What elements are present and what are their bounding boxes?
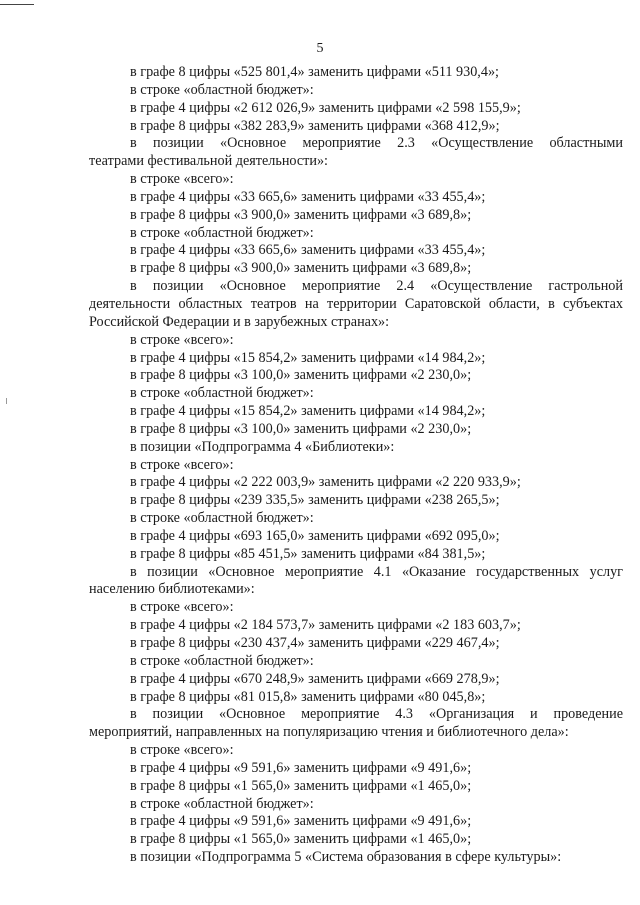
text-line: в графе 4 цифры «2 222 003,9» заменить цифрами «2 220 933,9»; (130, 474, 521, 491)
text-line: в графе 4 цифры «670 248,9» заменить цифрами «669 278,9»; (130, 670, 500, 687)
text-line: в строке «всего»: (130, 742, 234, 759)
text-line: в строке «областной бюджет»: (130, 795, 314, 812)
text-line: в графе 4 цифры «33 665,6» заменить цифрами «33 455,4»; (130, 188, 486, 205)
text-line: в строке «областной бюджет»: (130, 81, 314, 98)
text-line: в графе 4 цифры «15 854,2» заменить цифрами «14 984,2»; (130, 349, 486, 366)
text-line: в графе 4 цифры «2 184 573,7» заменить цифрами «2 183 603,7»; (130, 617, 521, 634)
text-line: в графе 8 цифры «3 100,0» заменить цифрами «2 230,0»; (130, 367, 472, 384)
text-line: в строке «областной бюджет»: (130, 510, 314, 527)
text-line: в графе 8 цифры «1 565,0» заменить цифрами «1 465,0»; (130, 831, 472, 848)
text-line: театрами фестивальной деятельности»: (89, 153, 328, 170)
text-line: в графе 4 цифры «33 665,6» заменить цифрами «33 455,4»; (130, 242, 486, 259)
text-line: в позиции «Подпрограмма 4 «Библиотеки»: (130, 438, 395, 455)
text-line: в позиции «Основное мероприятие 2.3 «Осуществление областными (130, 135, 623, 152)
text-line: в строке «областной бюджет»: (130, 385, 314, 402)
scan-margin-mark (6, 398, 7, 404)
text-line: в графе 8 цифры «230 437,4» заменить цифрами «229 467,4»; (130, 635, 500, 651)
text-line: в графе 8 цифры «3 900,0» заменить цифрами «3 689,8»; (130, 260, 472, 277)
text-line: в позиции «Основное мероприятие 4.1 «Оказание государственных услуг (130, 563, 623, 580)
text-line: Российской Федерации и в зарубежных странах»: (89, 313, 390, 330)
text-line: в строке «областной бюджет»: (130, 652, 314, 669)
text-line: деятельности областных театров на территории Саратовской области, в субъектах (89, 295, 623, 312)
text-line: в строке «всего»: (130, 171, 234, 188)
text-line: в графе 4 цифры «9 591,6» заменить цифрами «9 491,6»; (130, 759, 472, 776)
text-line: в графе 8 цифры «525 801,4» заменить цифрами «511 930,4»; (130, 64, 499, 80)
text-line: в графе 4 цифры «693 165,0» заменить цифрами «692 095,0»; (130, 527, 500, 544)
document-body (89, 64, 623, 867)
text-line: в графе 4 цифры «15 854,2» заменить цифрами «14 984,2»; (130, 403, 486, 420)
text-line: в графе 8 цифры «3 900,0» заменить цифрами «3 689,8»; (130, 206, 472, 223)
text-line: в строке «областной бюджет»: (130, 224, 314, 241)
text-line: населению библиотеками»: (89, 581, 255, 598)
text-line: в позиции «Подпрограмма 5 «Система образования в сфере культуры»: (130, 849, 562, 866)
text-line: в графе 8 цифры «239 335,5» заменить цифрами «238 265,5»; (130, 492, 500, 509)
text-line: в графе 8 цифры «81 015,8» заменить цифрами «80 045,8»; (130, 688, 486, 705)
text-line: в графе 4 цифры «2 612 026,9» заменить цифрами «2 598 155,9»; (130, 99, 521, 116)
text-line: в графе 4 цифры «9 591,6» заменить цифрами «9 491,6»; (130, 813, 472, 830)
text-line: в графе 8 цифры «1 565,0» заменить цифрами «1 465,0»; (130, 777, 472, 794)
text-line: в графе 8 цифры «3 100,0» заменить цифрами «2 230,0»; (130, 420, 472, 437)
text-line: в позиции «Основное мероприятие 2.4 «Осуществление гастрольной (130, 278, 623, 295)
text-line: мероприятий, направленных на популяризацию чтения и библиотечного дела»: (89, 724, 569, 741)
text-line: в строке «всего»: (130, 456, 234, 473)
scan-corner-mark (0, 0, 34, 5)
page-number: 5 (316, 41, 324, 56)
text-line: в строке «всего»: (130, 331, 234, 348)
text-line: в строке «всего»: (130, 599, 234, 616)
text-line: в графе 8 цифры «382 283,9» заменить цифрами «368 412,9»; (130, 117, 500, 134)
text-line: в позиции «Основное мероприятие 4.3 «Организация и проведение (130, 706, 623, 723)
text-line: в графе 8 цифры «85 451,5» заменить цифрами «84 381,5»; (130, 545, 486, 562)
